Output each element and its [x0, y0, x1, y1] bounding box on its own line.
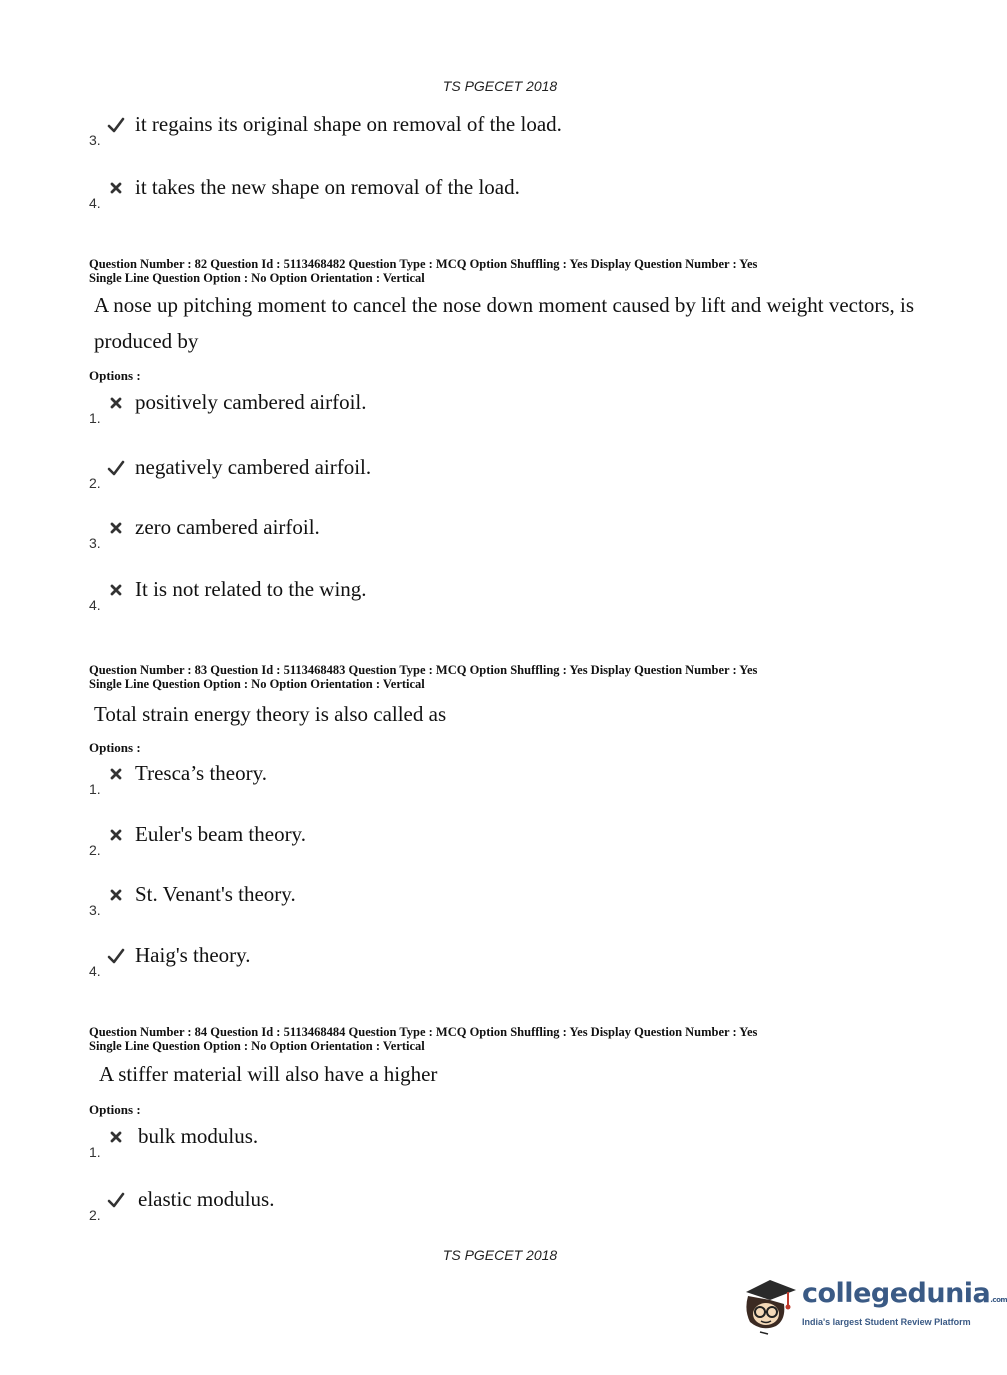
option-number: 3. — [89, 535, 101, 551]
option-number: 1. — [89, 781, 101, 797]
cross-icon — [107, 581, 125, 599]
option-number: 2. — [89, 475, 101, 491]
option-number: 4. — [89, 597, 101, 613]
question-meta-line: Single Line Question Option : No Option Orientation : Vertical — [89, 271, 425, 285]
question-meta — [89, 257, 757, 285]
option-text: Tresca’s theory. — [135, 761, 268, 785]
cross-icon — [107, 519, 125, 537]
question-text — [99, 1056, 929, 1092]
options-label: Options : — [89, 368, 141, 383]
option-number: 1. — [89, 1144, 101, 1160]
cross-icon — [107, 179, 125, 197]
option-text: negatively cambered airfoil. — [135, 455, 372, 479]
option-text: elastic modulus. — [138, 1187, 275, 1211]
question-text-line: A nose up pitching moment to cancel the nose down moment caused by lift and weight vectors, is — [94, 293, 914, 317]
option-number: 3. — [89, 132, 101, 148]
logo-word-text: collegedunia — [802, 1278, 991, 1309]
option-number: 3. — [89, 902, 101, 918]
question-meta-line: Question Number : 83 Question Id : 5113468483 Question Type : MCQ Option Shuffling : Yes Display Question Number : Yes — [89, 663, 758, 677]
option-number: 1. — [89, 410, 101, 426]
logo-domain: .com — [990, 1296, 1007, 1304]
check-icon — [107, 947, 125, 965]
question-meta — [89, 1025, 757, 1053]
check-icon — [107, 459, 125, 477]
option-number: 2. — [89, 1207, 101, 1223]
option-number: 2. — [89, 842, 101, 858]
cross-icon — [107, 1128, 125, 1146]
option-number: 4. — [89, 195, 101, 211]
options-label: Options : — [89, 740, 141, 755]
cross-icon — [107, 826, 125, 844]
option-text: Haig's theory. — [135, 943, 251, 967]
mascot-icon — [740, 1270, 800, 1338]
option-text: bulk modulus. — [138, 1124, 259, 1148]
cross-icon — [107, 765, 125, 783]
option-text: Euler's beam theory. — [135, 822, 306, 846]
question-text-line: A stiffer material will also have a higher — [99, 1062, 438, 1086]
question-text — [94, 287, 924, 359]
option-text: zero cambered airfoil. — [135, 515, 320, 539]
page-footer: TS PGECET 2018 — [442, 1247, 558, 1263]
question-meta-line: Single Line Question Option : No Option Orientation : Vertical — [89, 677, 425, 691]
collegedunia-logo — [740, 1270, 1007, 1340]
logo-wordmark — [802, 1278, 1007, 1309]
check-icon — [107, 116, 125, 134]
option-text: it takes the new shape on removal of the load. — [135, 175, 520, 199]
question-meta-line: Question Number : 84 Question Id : 5113468484 Question Type : MCQ Option Shuffling : Yes Display Question Number : Yes — [89, 1025, 758, 1039]
logo-tagline: India's largest Student Review Platform — [802, 1317, 971, 1327]
page-header: TS PGECET 2018 — [442, 78, 558, 94]
option-number: 4. — [89, 963, 101, 979]
cross-icon — [107, 886, 125, 904]
question-meta — [89, 663, 757, 691]
check-icon — [107, 1191, 125, 1209]
question-meta-line: Question Number : 82 Question Id : 5113468482 Question Type : MCQ Option Shuffling : Yes Display Question Number : Yes — [89, 257, 758, 271]
option-text: St. Venant's theory. — [135, 882, 296, 906]
option-text: It is not related to the wing. — [135, 577, 367, 601]
question-meta-line: Single Line Question Option : No Option Orientation : Vertical — [89, 1039, 425, 1053]
options-label: Options : — [89, 1102, 141, 1117]
option-text: it regains its original shape on removal of the load. — [135, 112, 562, 136]
question-text-line: produced by — [94, 329, 199, 353]
option-text: positively cambered airfoil. — [135, 390, 367, 414]
question-text — [94, 696, 924, 732]
question-text-line: Total strain energy theory is also called as — [94, 702, 447, 726]
cross-icon — [107, 394, 125, 412]
